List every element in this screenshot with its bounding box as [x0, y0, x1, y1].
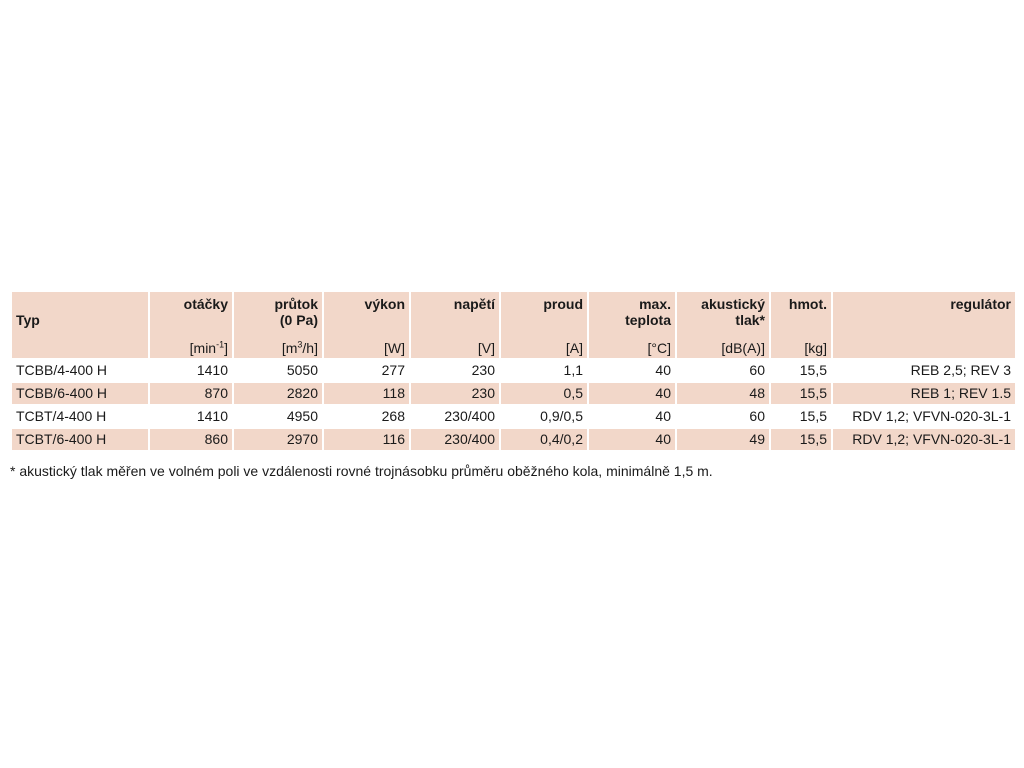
column-header-line: otáčky	[183, 296, 228, 312]
column-header	[234, 292, 322, 358]
table-cell: 230	[411, 360, 499, 381]
column-header	[411, 292, 499, 358]
fan-spec-table	[10, 290, 1017, 452]
column-header-line: regulátor	[950, 296, 1011, 312]
column-header-line: hmot.	[788, 296, 827, 312]
column-header-line: napětí	[453, 296, 495, 312]
column-header	[12, 292, 148, 358]
column-header-line: průtok	[274, 296, 318, 312]
table-body	[12, 360, 1015, 450]
table-cell: REB 2,5; REV 3	[833, 360, 1015, 381]
table-cell: 116	[324, 429, 409, 450]
column-header-label	[238, 292, 318, 340]
column-header-label	[154, 292, 228, 340]
column-header	[771, 292, 831, 358]
table-cell: REB 1; REV 1.5	[833, 383, 1015, 404]
column-header-line: výkon	[364, 296, 405, 312]
table-cell: 40	[589, 383, 675, 404]
column-unit: [V]	[477, 340, 495, 356]
column-header-line: proud	[543, 296, 583, 312]
table-row	[12, 406, 1015, 427]
column-header	[589, 292, 675, 358]
table-cell: 2820	[234, 383, 322, 404]
table-cell: 860	[150, 429, 232, 450]
table-cell: TCBB/4-400 H	[12, 360, 148, 381]
column-unit: $[\min^{-1}]$	[189, 339, 228, 356]
table-cell: 15,5	[771, 383, 831, 404]
column-header-label	[328, 292, 405, 340]
table-cell: 230	[411, 383, 499, 404]
table-cell: 4950	[234, 406, 322, 427]
table-header-row	[12, 292, 1015, 358]
column-unit: [A]	[565, 340, 583, 356]
table-cell: 40	[589, 406, 675, 427]
table-cell: 40	[589, 360, 675, 381]
table-cell: 230/400	[411, 429, 499, 450]
column-header-line: Typ	[16, 312, 40, 328]
table-cell: RDV 1,2; VFVN-020-3L-1	[833, 429, 1015, 450]
column-header-label	[16, 292, 144, 340]
column-unit: [kg]	[804, 340, 827, 356]
column-header	[150, 292, 232, 358]
table-cell: RDV 1,2; VFVN-020-3L-1	[833, 406, 1015, 427]
table-cell: 277	[324, 360, 409, 381]
table-cell: 49	[677, 429, 769, 450]
column-header-label	[593, 292, 671, 340]
column-header-label	[505, 292, 583, 340]
table-cell: TCBB/6-400 H	[12, 383, 148, 404]
column-header	[324, 292, 409, 358]
table-cell: 2970	[234, 429, 322, 450]
table-cell: 48	[677, 383, 769, 404]
table-row	[12, 383, 1015, 404]
table-cell: 118	[324, 383, 409, 404]
column-unit: [dB(A)]	[721, 340, 765, 356]
table-cell: 0,5	[501, 383, 587, 404]
column-header-line: akustický	[701, 296, 765, 312]
column-unit: $[m^3/h]$	[281, 339, 318, 356]
column-header-line: max.	[639, 296, 671, 312]
column-header-label	[415, 292, 495, 340]
column-header-line: teplota	[625, 312, 671, 328]
column-header-line: (0 Pa)	[279, 312, 318, 328]
table-cell: 1,1	[501, 360, 587, 381]
table-row	[12, 360, 1015, 381]
column-unit: [°C]	[647, 340, 671, 356]
table-cell: 15,5	[771, 429, 831, 450]
table-cell: 60	[677, 406, 769, 427]
table-cell: TCBT/4-400 H	[12, 406, 148, 427]
table-cell: 1410	[150, 360, 232, 381]
spec-table-container	[10, 290, 1015, 452]
table-cell: 15,5	[771, 360, 831, 381]
table-cell: 1410	[150, 406, 232, 427]
column-header-label	[837, 292, 1011, 340]
column-header	[833, 292, 1015, 358]
table-cell: 230/400	[411, 406, 499, 427]
table-cell: 5050	[234, 360, 322, 381]
column-unit	[16, 340, 144, 358]
footnote: * akustický tlak měřen ve volném poli ve vzdálenosti rovné trojnásobku průměru oběžného kola, minimálně 1,5 m.	[10, 463, 713, 479]
table-cell: 870	[150, 383, 232, 404]
table-cell: 0,4/0,2	[501, 429, 587, 450]
column-header-line: tlak*	[735, 312, 765, 328]
table-cell: TCBT/6-400 H	[12, 429, 148, 450]
column-header	[501, 292, 587, 358]
table-cell: 15,5	[771, 406, 831, 427]
column-header-label	[775, 292, 827, 340]
table-cell: 268	[324, 406, 409, 427]
column-header	[677, 292, 769, 358]
table-cell: 0,9/0,5	[501, 406, 587, 427]
column-unit: [W]	[384, 340, 405, 356]
table-row	[12, 429, 1015, 450]
column-unit	[837, 340, 1011, 358]
column-header-label	[681, 292, 765, 340]
table-cell: 40	[589, 429, 675, 450]
table-cell: 60	[677, 360, 769, 381]
